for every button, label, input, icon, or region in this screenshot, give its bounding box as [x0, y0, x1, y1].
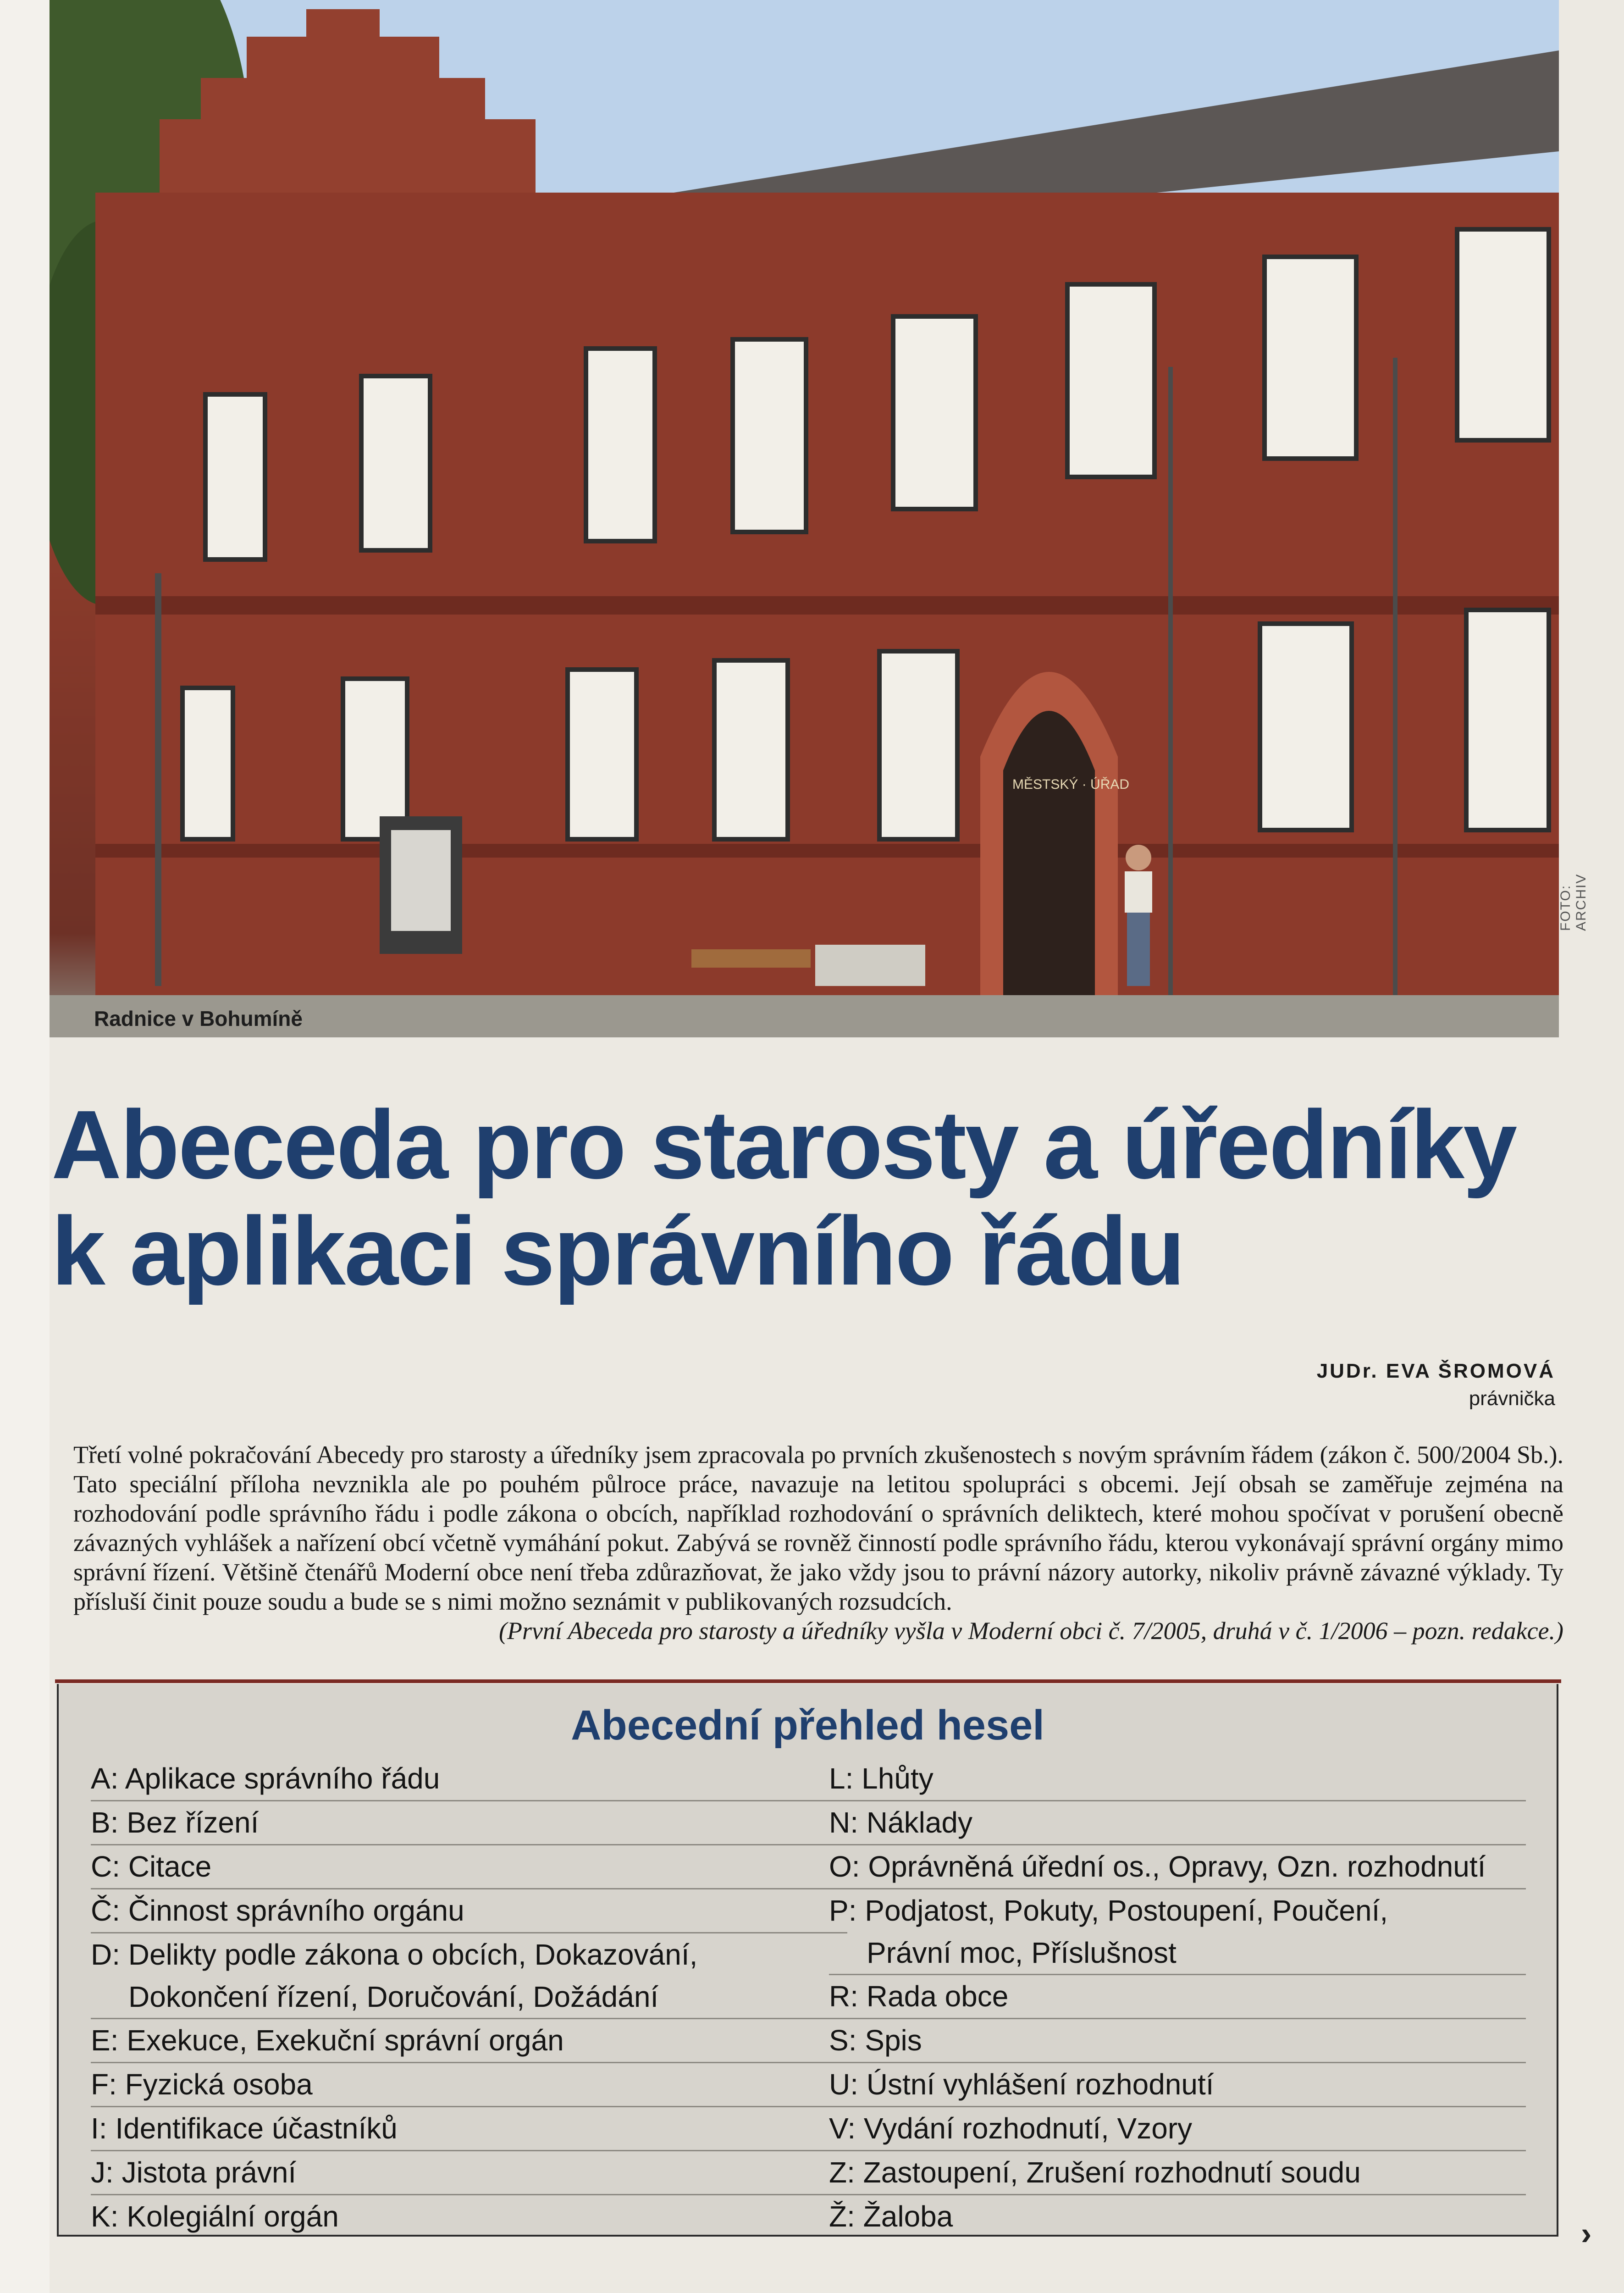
index-entry-p [829, 1889, 1526, 1975]
continue-arrow-icon: › [1581, 2215, 1592, 2251]
index-entry-d-line2: Dokončení řízení, Doručování, Dožádání [128, 1980, 659, 2013]
index-entry-b: B: Bez řízení [91, 1801, 847, 1845]
page-margin [0, 0, 50, 2293]
index-entry-c-caron: Č: Činnost správního orgánu [91, 1889, 847, 1933]
title-line-1: Abeceda pro starosty a úředníky [51, 1090, 1516, 1199]
town-hall-photo [50, 0, 1559, 1037]
door-sign: MĚSTSKÝ · ÚŘAD [1012, 777, 1130, 792]
photo-caption: Radnice v Bohumíně [94, 1007, 303, 1030]
index-entry-j: J: Jistota právní [91, 2151, 847, 2195]
index-left-column [91, 1757, 847, 2238]
index-entry-z-caron: Ž: Žaloba [829, 2200, 953, 2233]
title-line-2: k aplikaci správního řádu [51, 1196, 1184, 1305]
photo-credit: FOTO: ARCHIV [1558, 873, 1589, 931]
index-entry-a: A: Aplikace správního řádu [91, 1757, 847, 1801]
index-entry-p-line2: Právní moc, Příslušnost [867, 1936, 1177, 1969]
index-entry-e: E: Exekuce, Exekuční správní orgán [91, 2019, 847, 2063]
intro-text: Třetí volné pokračování Abecedy pro starosty a úředníky jsem zpracovala po prvních zkušenostech s novým správním řádem (zákon č. 500/2004 Sb.). Tato speciální příloha nevznikla ale po pouhém půlroce práce, navazuje na letitou spolupráci s obcemi. Její obsah se zaměřuje zejména na rozhodování podle správního řádu i podle zákona o obcích, například rozhodování o správních deliktech, které mohou spočívat v porušení obecně závazných vyhlášek a nařízení obcí včetně vymáhání pokut. Zabývá se rovněž činností podle správního řádu, kterou vykonávají správní orgány mimo správní řízení. Většině čtenářů Moderní obce není třeba zdůrazňovat, že jako vždy jsou to právní názory autorky, nikoliv právně závazné výklady. Ty přísluší činit pouze soudu a bude se s nimi možno seznámit v publikovaných rozsudcích. [73, 1441, 1563, 1615]
index-entry-d [91, 1933, 847, 2019]
index-entry-n: N: Náklady [829, 1801, 1526, 1845]
index-entry-r: R: Rada obce [829, 1975, 1526, 2019]
author-role: právnička [1469, 1387, 1555, 1410]
index-entry-f: F: Fyzická osoba [91, 2063, 847, 2107]
author-name: JUDr. EVA ŠROMOVÁ [1316, 1360, 1555, 1382]
index-entry-l: L: Lhůty [829, 1757, 1526, 1801]
alphabet-index-box [57, 1684, 1558, 2237]
index-box-title: Abecední přehled hesel [571, 1702, 1044, 1749]
index-entry-s: S: Spis [829, 2019, 1526, 2063]
town-hall-illustration [50, 0, 1559, 1037]
index-entry-v: V: Vydání rozhodnutí, Vzory [829, 2107, 1526, 2151]
index-entry-o: O: Oprávněná úřední os., Opravy, Ozn. rozhodnutí [829, 1845, 1526, 1889]
index-right-column [829, 1757, 1526, 2238]
author-block [1317, 1357, 1555, 1412]
intro-editor-note: (První Abeceda pro starosty a úředníky vyšla v Moderní obci č. 7/2005, druhá v č. 1/2006 – pozn. redakce.) [499, 1617, 1563, 1645]
index-entry-k: K: Kolegiální orgán [91, 2200, 339, 2233]
index-entry-z: Z: Zastoupení, Zrušení rozhodnutí soudu [829, 2151, 1526, 2195]
index-entry-d-line1: D: Delikty podle zákona o obcích, Dokazování, [91, 1938, 698, 1971]
index-entry-p-line1: P: Podjatost, Pokuty, Postoupení, Poučení, [829, 1894, 1388, 1927]
index-entry-i: I: Identifikace účastníků [91, 2107, 847, 2151]
intro-paragraph [73, 1440, 1563, 1645]
box-top-rule [55, 1679, 1561, 1683]
article-title [51, 1091, 1541, 1304]
index-entry-u: U: Ústní vyhlášení rozhodnutí [829, 2063, 1526, 2107]
index-entry-c: C: Citace [91, 1845, 847, 1889]
